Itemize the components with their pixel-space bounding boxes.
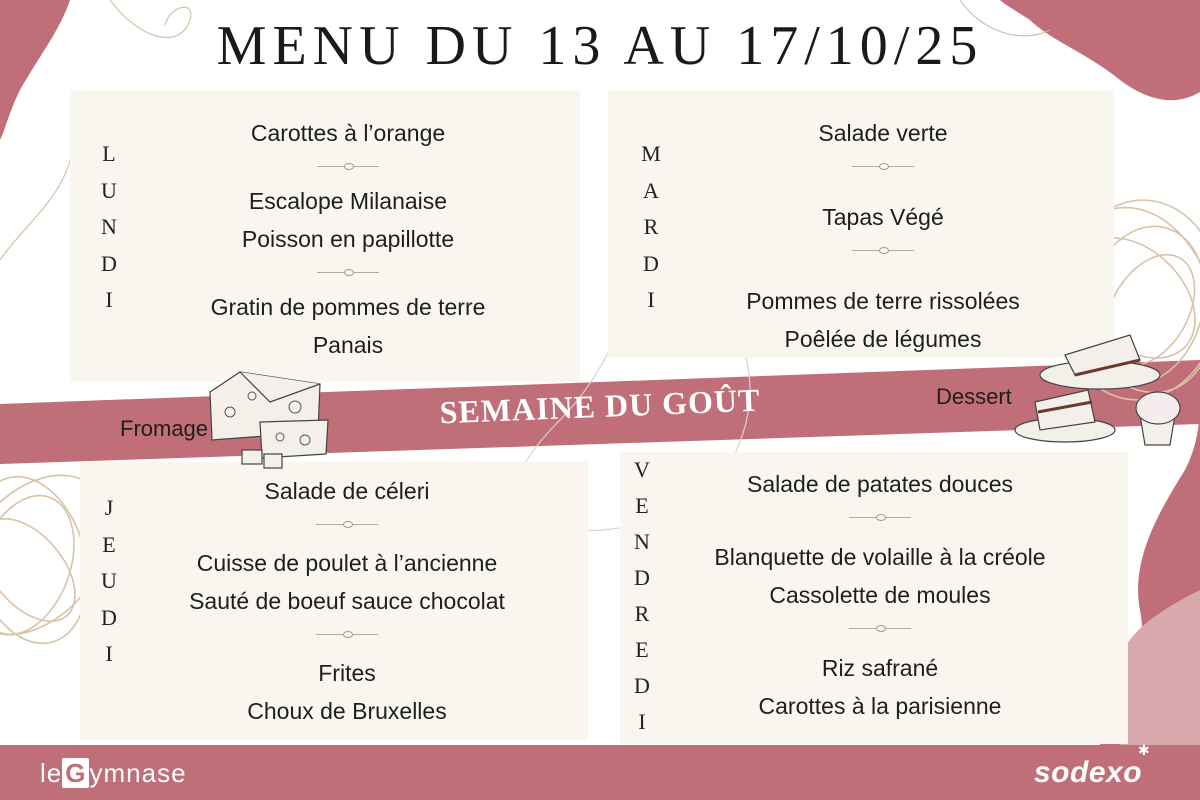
dish-side: Choux de Bruxelles xyxy=(247,698,447,724)
day-letter: R xyxy=(643,214,659,239)
day-letter: N xyxy=(634,529,650,554)
day-letter: D xyxy=(101,250,117,276)
divider-ornament xyxy=(316,510,378,544)
day-letter: E xyxy=(635,493,649,518)
day-letter: A xyxy=(643,177,659,203)
brand-text: le xyxy=(40,758,63,788)
cheese-illustration xyxy=(200,362,336,472)
dish-main: Blanquette de volaille à la créole xyxy=(714,544,1046,570)
day-letter: V xyxy=(634,457,650,482)
day-letter: I xyxy=(105,287,113,312)
dish-side: Gratin de pommes de terre xyxy=(210,294,486,320)
divider-ornament xyxy=(316,620,378,654)
star-icon: ✱ xyxy=(1138,742,1150,758)
dish-list-vendredi xyxy=(620,465,1140,725)
dish-main: Escalope Milanaise xyxy=(248,188,448,214)
banner-title: SEMAINE DU GOÛT xyxy=(438,381,761,431)
day-letter: R xyxy=(634,601,650,626)
day-letter: U xyxy=(101,568,117,593)
label-dessert: Dessert xyxy=(936,384,1012,409)
day-panel-mardi xyxy=(608,90,1114,358)
day-letter: E xyxy=(635,637,649,662)
brand-legymnase xyxy=(40,758,187,789)
day-panel-jeudi xyxy=(80,462,588,740)
divider-ornament xyxy=(317,258,379,288)
dish-starter: Salade de patates douces xyxy=(747,471,1013,497)
dish-side: Frites xyxy=(318,660,376,686)
sodexo-logo: sodexo xyxy=(1034,756,1143,789)
divider-ornament xyxy=(852,152,914,198)
day-letter: M xyxy=(641,141,661,166)
divider-ornament xyxy=(852,236,914,282)
day-letter: N xyxy=(101,214,117,239)
dish-main: Cuisse de poulet à l’ancienne xyxy=(196,550,498,576)
day-letter: I xyxy=(638,709,646,734)
dish-main: Cassolette de moules xyxy=(769,582,991,608)
day-letter: D xyxy=(634,673,650,698)
dish-list-mardi xyxy=(608,114,1158,358)
dish-side: Riz safrané xyxy=(821,655,939,681)
day-letter: L xyxy=(102,141,116,166)
dish-starter: Salade de céleri xyxy=(264,478,430,504)
day-letter: U xyxy=(101,177,117,203)
divider-ornament xyxy=(849,614,911,649)
dish-starter: Salade verte xyxy=(818,120,948,146)
dish-main: Tapas Végé xyxy=(822,204,944,230)
brand-text: ymnase xyxy=(89,758,187,788)
day-panel-vendredi xyxy=(620,452,1128,744)
day-letter: D xyxy=(101,604,117,630)
dish-side: Carottes à la parisienne xyxy=(758,693,1002,719)
divider-ornament xyxy=(849,503,911,538)
dish-list-jeudi xyxy=(80,472,614,730)
day-letter: I xyxy=(105,641,113,666)
page-title: MENU DU 13 AU 17/10/25 xyxy=(216,15,984,77)
dish-list-lundi xyxy=(70,114,626,364)
divider-ornament xyxy=(317,152,379,182)
day-letter: D xyxy=(634,565,650,590)
day-letter: J xyxy=(104,495,114,520)
dish-main: Poisson en papillotte xyxy=(241,226,455,252)
dish-main: Sauté de boeuf sauce chocolat xyxy=(189,588,505,614)
label-fromage: Fromage xyxy=(120,416,209,441)
dish-side: Poêlée de légumes xyxy=(784,326,982,352)
dish-side: Pommes de terre rissolées xyxy=(746,288,1020,314)
dish-starter: Carottes à l’orange xyxy=(250,120,446,146)
day-letter: E xyxy=(102,531,116,557)
day-panel-lundi xyxy=(70,90,580,382)
dish-side: Panais xyxy=(312,332,384,358)
dessert-illustration xyxy=(1010,330,1190,450)
day-letter: I xyxy=(647,287,655,312)
day-letter: D xyxy=(643,250,659,276)
brand-letter: G xyxy=(62,758,89,788)
